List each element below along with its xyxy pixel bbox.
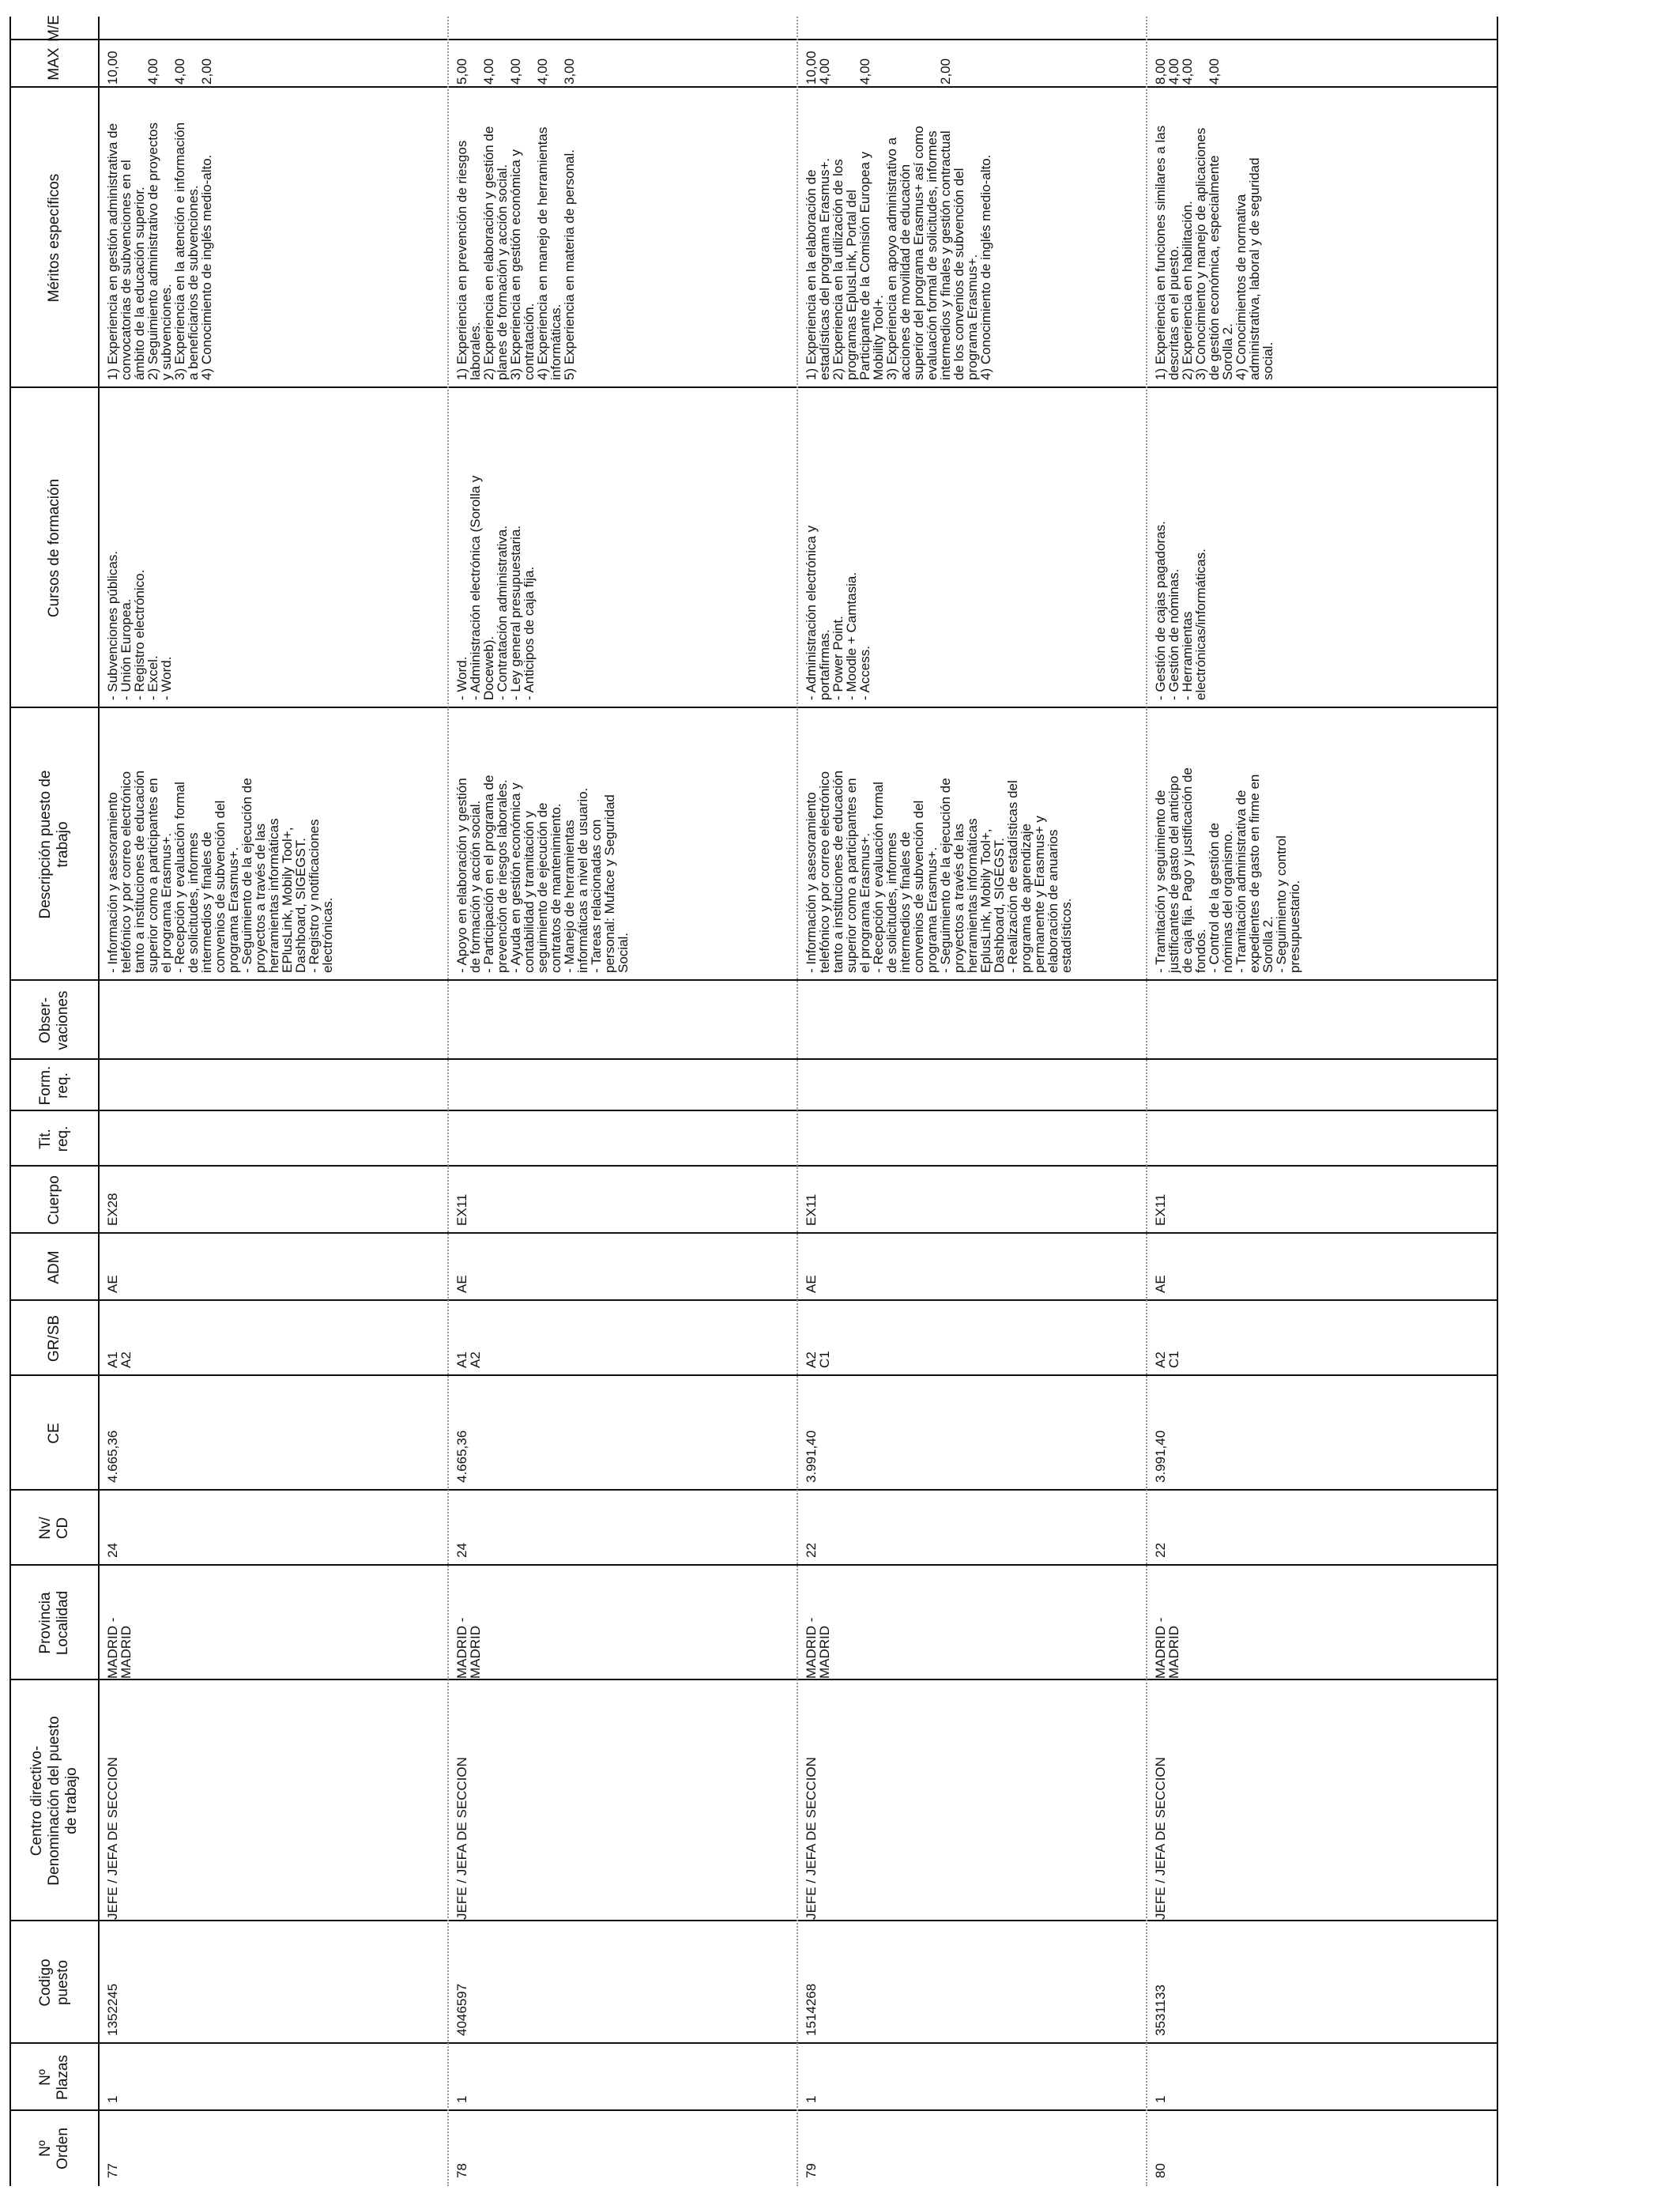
plazas-cell: 1: [804, 2095, 819, 2103]
cursos-cell: - Word. - Administración electrónica (Sorolla y Doceweb). - Contratación administrativa. - Ley general presupuestaria. - Anticipos de caja fija.: [454, 475, 537, 700]
adm-cell: AE: [454, 1275, 469, 1293]
nivel-cell: 22: [1153, 1543, 1168, 1558]
orden-cell: 80: [1153, 2163, 1168, 2178]
plazas-cell: 1: [1153, 2095, 1168, 2103]
orden-cell: 79: [804, 2163, 819, 2178]
max-cell: 10,00 4,00 4,00 2,00: [804, 51, 953, 85]
header-ce: CE: [46, 1423, 62, 1444]
ce-cell: 3.991,40: [1153, 1430, 1168, 1483]
header-max: MAX: [46, 47, 62, 81]
adm-cell: AE: [804, 1275, 819, 1293]
grsb-cell: A2 C1: [804, 1351, 832, 1368]
header-descripcion: Descripción puesto de trabajo: [37, 770, 71, 919]
plazas-cell: 1: [454, 2095, 469, 2103]
header-meritos: Méritos específicos: [46, 173, 62, 303]
header-adm: ADM: [46, 1250, 62, 1284]
codigo-cell: 1352245: [105, 1983, 120, 2036]
header-centro: Centro directivo- Denominación del puesto de trabajo: [28, 1716, 80, 1886]
job-positions-table: [9, 17, 1498, 2186]
table-header: [11, 17, 100, 2186]
header-orden: Nº Orden: [37, 2128, 71, 2169]
provincia-cell: MADRID - MADRID: [1153, 1617, 1181, 1679]
centro-cell: JEFE / JEFA DE SECCION: [1153, 1757, 1168, 1920]
header-grsb: GR/SB: [46, 1314, 62, 1363]
nivel-cell: 24: [454, 1543, 469, 1558]
descripcion-cell: - Tramitación y seguimiento de justificantes de gasto del anticipo de caja fija. Pago y justificación de fondos. - Control de la gestión de nóminas del organismo. - Tramitación administrativa de expedientes de gasto en firme en Sorolla 2. - Seguimiento y control presupuestario.: [1153, 767, 1302, 973]
ce-cell: 4.665,36: [105, 1430, 120, 1483]
grsb-cell: A1 A2: [454, 1351, 483, 1368]
orden-cell: 77: [105, 2163, 120, 2178]
table-row: [98, 17, 447, 2186]
table-row: [1146, 17, 1495, 2186]
meritos-cell: 1) Experiencia en gestión administrativa de convocatorias de subvenciones en el ámbito de la educación superior. 2) Seguimiento administrativo de proyectos y subvenciones. 3) Experiencia en la atención e información a beneficiarios de subvenciones. 4) Conocimiento de inglés medio-alto.: [105, 122, 214, 380]
max-cell: 10,00 4,00 4,00 2,00: [105, 51, 214, 85]
header-provincia: Provincia Localidad: [37, 1590, 71, 1656]
provincia-cell: MADRID - MADRID: [105, 1617, 134, 1679]
grsb-cell: A1 A2: [105, 1351, 134, 1368]
header-plazas: Nº Plazas: [37, 2054, 71, 2101]
cuerpo-cell: EX11: [454, 1193, 469, 1226]
adm-cell: AE: [1153, 1275, 1168, 1293]
descripcion-cell: - Apoyo en elaboración y gestión de formación y acción social. - Participación en el programa de prevención de riesgos laborales. - Ayuda en gestión económica y contabilidad y tramitación y seguimiento de ejecución de contratos de mantenimiento. - Manejo de herramientas informáticas a nivel de usuario. - Tareas relacionadas con personal: Muface y Seguridad Social.: [454, 775, 631, 973]
provincia-cell: MADRID - MADRID: [454, 1617, 483, 1679]
provincia-cell: MADRID - MADRID: [804, 1617, 832, 1679]
header-codigo: Codigo puesto: [37, 1958, 71, 2007]
header-tit: Tit. req.: [37, 1125, 71, 1152]
codigo-cell: 1514268: [804, 1983, 819, 2036]
centro-cell: JEFE / JEFA DE SECCION: [454, 1757, 469, 1920]
meritos-cell: 1) Experiencia en prevención de riesgos laborales. 2) Experiencia en elaboración y gestión de planes de formación y acción social. 3) Experiencia en gestión económica y contratación. 4) Experiencia en manejo de herramientas informáticas. 5) Experiencia en materia de personal.: [454, 126, 577, 380]
header-cursos: Cursos de formación: [46, 478, 62, 618]
cuerpo-cell: EX28: [105, 1193, 120, 1226]
table-row: [797, 17, 1146, 2186]
meritos-cell: 1) Experiencia en la elaboración de estadísticas del programa Erasmus+. 2) Experiencia en la utilización de los programas EplusLink, Portal del Participante de la Comisión Europea y Mobility Tool+. 3) Experiencia en apoyo administrativo a acciones de movilidad de educación superior del programa Erasmus+ así como evaluación formal de solicitudes, informes intermedios y finales y gestión contractual de los convenios de subvención del programa Erasmus+. 4) Conocimiento de inglés medio-alto.: [804, 126, 993, 380]
header-cuerpo: Cuerpo: [46, 1175, 62, 1225]
adm-cell: AE: [105, 1275, 120, 1293]
max-cell: 8,00 4,00 4,00 4,00: [1153, 58, 1222, 85]
cursos-cell: - Subvenciones públicas. - Unión Europea. - Registro electrónico. - Excel. - Word.: [105, 550, 174, 700]
header-form: Form. req.: [37, 1065, 71, 1106]
nivel-cell: 24: [105, 1543, 120, 1558]
centro-cell: JEFE / JEFA DE SECCION: [804, 1757, 819, 1920]
grsb-cell: A2 C1: [1153, 1351, 1181, 1368]
meritos-cell: 1) Experiencia en funciones similares a las descritas en el puesto. 2) Experiencia en habilitación. 3) Conocimiento y manejo de aplicaciones de gestión económica, especialmente Sorolla 2. 4) Conocimientos de normativa administrativa, laboral y de seguridad social.: [1153, 125, 1275, 380]
ce-cell: 4.665,36: [454, 1430, 469, 1483]
cursos-cell: - Gestión de cajas pagadoras. - Gestión de nóminas. - Herramientas electrónicas/informáticas.: [1153, 521, 1208, 700]
cuerpo-cell: EX11: [1153, 1193, 1168, 1226]
ce-cell: 3.991,40: [804, 1430, 819, 1483]
header-nivel: Nv/ CD: [37, 1517, 71, 1540]
table-row: [447, 17, 797, 2186]
descripcion-cell: - Información y asesoramiento telefónico y por correo electrónico tanto a instituciones de educación superior como a participantes en el programa Erasmus+. - Recepción y evaluación formal de solicitudes, informes intermedios y finales de convenios de subvención del programa Erasmus+. - Seguimiento de la ejecución de proyectos a través de las herramientas informáticas EPlusLink, Mobily Tool+, Dashboard, SIGEGST. - Registro y notificaciones electrónicas.: [105, 770, 335, 973]
plazas-cell: 1: [105, 2095, 120, 2103]
header-me: M/E: [46, 15, 62, 42]
codigo-cell: 4046597: [454, 1983, 469, 2036]
codigo-cell: 3531133: [1153, 1985, 1168, 2036]
descripcion-cell: - Información y asesoramiento telefónico y por correo electrónico tanto a instituciones de educación superior como a participantes en el programa Erasmus+. - Recepción y evaluación formal de solicitudes, informes intermedios y finales de convenios de subvención del programa Erasmus+. - Seguimiento de la ejecución de proyectos a través de las herramientas informáticas EplusLink, Mobily Tool+, Dashboard, SIGEGST. - Realización de estadísticas del programa de aprendizaje permanente y Erasmus+ y elaboración de anuarios estadísticos.: [804, 770, 1074, 973]
centro-cell: JEFE / JEFA DE SECCION: [105, 1757, 120, 1920]
cuerpo-cell: EX11: [804, 1193, 819, 1226]
nivel-cell: 22: [804, 1543, 819, 1558]
orden-cell: 78: [454, 2163, 469, 2178]
cursos-cell: - Administración electrónica y portafirmas. - Power Point. - Moodle + Camtasia. - Access.: [804, 525, 872, 700]
max-cell: 5,00 4,00 4,00 4,00 3,00: [454, 58, 577, 85]
header-obs: Obser- vaciones: [37, 990, 71, 1050]
